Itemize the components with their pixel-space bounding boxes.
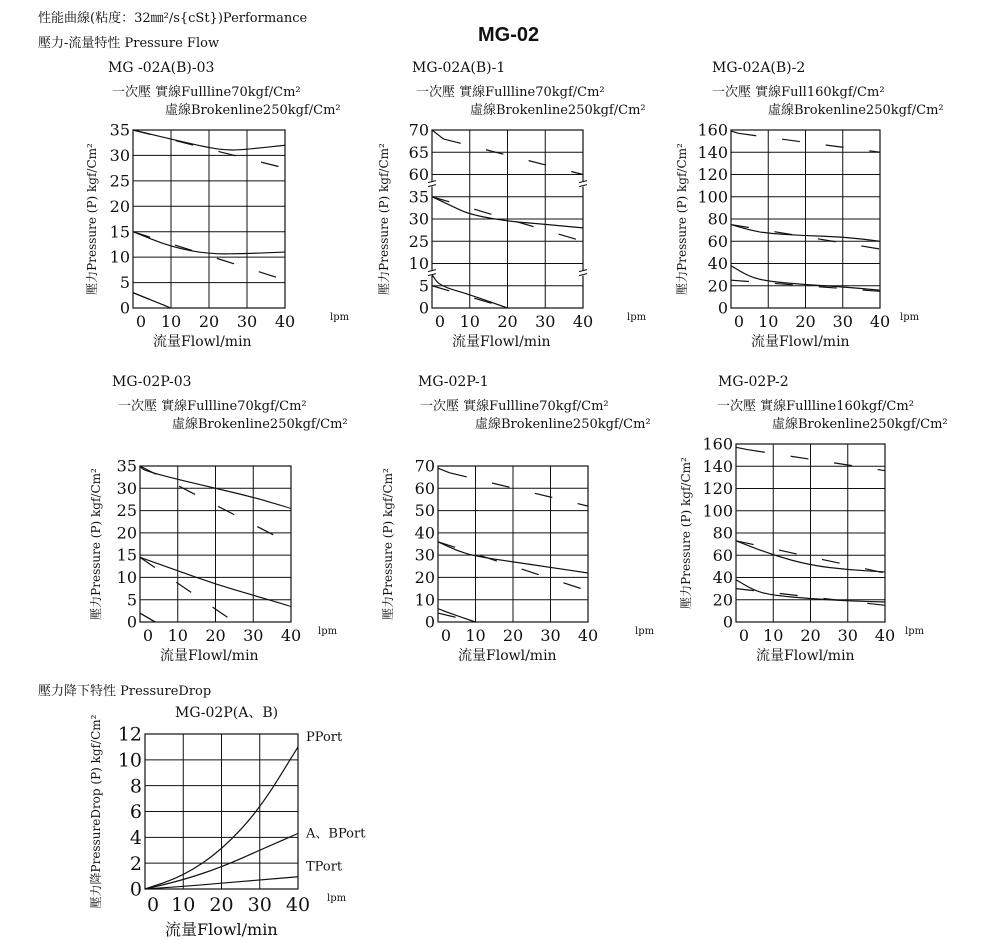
y-tick-label: 65 (408, 142, 429, 162)
x-tick-label: 10 (167, 626, 188, 645)
y-tick-label: 60 (712, 545, 733, 565)
x-axis-label: 流量Flowl/min (452, 334, 551, 350)
x-tick-label: 40 (577, 626, 599, 645)
legend-line-1: 一次壓 實線Fullline160kgf/Cm² (717, 399, 914, 414)
x-tick-label: 10 (758, 312, 779, 331)
y-tick-label: 30 (116, 478, 137, 498)
x-tick-label: 30 (540, 626, 561, 645)
y-tick-label: 40 (707, 254, 728, 274)
series-broken-line (140, 613, 155, 622)
y-axis-label: 壓力Pressure (P) kgf/Cm² (377, 143, 391, 295)
series-full-line (438, 609, 476, 622)
y-tick-label: 140 (697, 142, 728, 162)
chart-title: MG-02P-2 (718, 374, 789, 390)
y-tick-label: 35 (109, 120, 130, 140)
chart-title: MG-02A(B)-2 (712, 60, 806, 76)
y-tick-label: 8 (129, 775, 142, 798)
y-tick-label: 0 (418, 298, 429, 318)
y-tick-label: 20 (109, 196, 130, 216)
grid (731, 130, 880, 308)
section-title-pressure-drop: 壓力降下特性 PressureDrop (38, 684, 212, 699)
chart-c4 (88, 374, 348, 664)
y-tick-label: 100 (697, 187, 728, 207)
x-axis-label: 流量Flowl/min (160, 648, 259, 664)
chart-c5 (380, 374, 655, 664)
x-tick-label: 20 (198, 312, 220, 331)
unit-label: lpm (627, 312, 647, 323)
y-tick-label: 80 (712, 523, 733, 543)
header-viscosity-line: 性能曲線(粘度：32㎜²/s{cSt})Performance (38, 11, 308, 26)
y-tick-label: 30 (109, 146, 130, 166)
x-tick-label: 40 (572, 312, 594, 331)
y-tick-label: 40 (414, 523, 435, 543)
y-tick-label: 6 (129, 801, 142, 824)
x-tick-label: 0 (146, 894, 160, 916)
y-tick-label: 5 (126, 590, 137, 610)
y-tick-label: 0 (717, 298, 728, 318)
y-tick-label: 0 (119, 298, 130, 318)
grid (438, 466, 588, 622)
x-tick-label: 40 (285, 894, 311, 916)
x-tick-label: 40 (874, 626, 896, 645)
chart-c1 (84, 60, 350, 350)
y-tick-label: 35 (408, 187, 429, 207)
page-title: MG-02 (478, 24, 540, 46)
x-tick-label: 40 (274, 312, 296, 331)
y-tick-label: 70 (414, 456, 435, 476)
x-tick-label: 10 (465, 626, 486, 645)
y-tick-label: 120 (697, 165, 728, 185)
y-axis-label: 壓力Pressure (P) kgf/Cm² (679, 457, 693, 609)
x-tick-label: 30 (236, 312, 258, 331)
series-label: A、BPort (306, 826, 366, 842)
x-tick-label: 30 (247, 894, 272, 916)
y-tick-label: 10 (117, 749, 142, 772)
y-axis-label: 壓力降PressureDrop (P) kgf/Cm² (89, 714, 103, 909)
legend-line-1: 一次壓 實線Fullline70kgf/Cm² (112, 85, 301, 100)
chart-c2 (376, 60, 647, 350)
x-tick-label: 0 (733, 312, 745, 331)
legend-line-2: 虛線Brokenline250kgf/Cm² (165, 103, 341, 118)
y-tick-label: 20 (414, 568, 435, 588)
y-tick-label: 0 (126, 612, 137, 632)
x-tick-label: 40 (869, 312, 891, 331)
x-tick-label: 40 (280, 626, 302, 645)
x-axis-label: 流量Flowl/min (153, 334, 252, 350)
chart-title: MG-02P-1 (418, 374, 489, 390)
x-tick-label: 0 (440, 626, 452, 645)
chart-title: MG-02P-03 (112, 374, 192, 390)
legend-line-2: 虛線Brokenline250kgf/Cm² (172, 417, 348, 432)
series-broken-line (443, 139, 583, 175)
y-tick-label: 25 (116, 501, 137, 521)
x-tick-label: 20 (502, 626, 524, 645)
y-tick-label: 20 (707, 276, 728, 296)
y-tick-label: 0 (424, 612, 435, 632)
y-tick-label: 160 (702, 434, 733, 454)
y-tick-label: 0 (722, 612, 733, 632)
y-tick-label: 30 (414, 545, 435, 565)
y-axis-label: 壓力Pressure (P) kgf/Cm² (381, 468, 395, 620)
y-tick-label: 120 (702, 479, 733, 499)
y-tick-label: 35 (116, 456, 137, 476)
x-tick-label: 30 (535, 312, 556, 331)
unit-label: lpm (318, 626, 338, 637)
y-tick-label: 20 (116, 523, 137, 543)
y-tick-label: 140 (702, 456, 733, 476)
y-axis-label: 壓力Pressure (P) kgf/Cm² (89, 468, 103, 620)
x-tick-label: 20 (209, 894, 234, 916)
y-tick-label: 2 (129, 852, 142, 875)
chart-c7 (88, 705, 366, 939)
series-broken-line (738, 133, 880, 152)
y-tick-label: 60 (707, 231, 728, 251)
y-tick-label: 50 (414, 501, 435, 521)
x-tick-label: 0 (738, 626, 750, 645)
x-axis-label: 流量Flowl/min (165, 920, 278, 939)
legend-line-2: 虛線Brokenline250kgf/Cm² (475, 417, 651, 432)
series-broken-line (449, 473, 588, 506)
x-tick-label: 20 (205, 626, 226, 645)
grid (140, 466, 291, 622)
legend-line-1: 一次壓 實線Fullline70kgf/Cm² (420, 399, 609, 414)
unit-label: lpm (900, 312, 920, 323)
series-label: TPort (306, 859, 343, 875)
section-title-pressure-flow: 壓力-流量特性 Pressure Flow (38, 36, 220, 51)
y-tick-label: 30 (408, 209, 429, 229)
x-tick-label: 20 (795, 312, 816, 331)
y-tick-label: 60 (414, 478, 435, 498)
y-tick-label: 15 (109, 222, 130, 242)
x-tick-label: 10 (160, 312, 182, 331)
x-tick-label: 10 (459, 312, 480, 331)
unit-label: lpm (330, 312, 350, 323)
x-tick-label: 20 (800, 626, 821, 645)
y-tick-label: 20 (712, 590, 733, 610)
unit-label: lpm (905, 626, 925, 637)
y-tick-label: 15 (116, 545, 137, 565)
grid (736, 444, 885, 622)
y-tick-label: 70 (408, 120, 429, 140)
chart-c3 (674, 60, 944, 350)
legend-line-2: 虛線Brokenline250kgf/Cm² (772, 417, 948, 432)
x-tick-label: 10 (171, 894, 196, 916)
series-broken-line (747, 450, 885, 471)
x-tick-label: 30 (837, 626, 858, 645)
legend-line-1: 一次壓 實線Fullline70kgf/Cm² (416, 85, 605, 100)
legend-line-2: 虛線Brokenline250kgf/Cm² (768, 103, 944, 118)
y-axis-label: 壓力Pressure (P) kgf/Cm² (675, 143, 689, 295)
x-axis-label: 流量Flowl/min (756, 648, 855, 664)
grid (145, 734, 298, 889)
y-tick-label: 25 (109, 171, 130, 191)
y-tick-label: 40 (712, 568, 733, 588)
y-tick-label: 10 (109, 247, 130, 267)
grid (432, 130, 583, 308)
y-tick-label: 10 (414, 590, 435, 610)
legend-line-1: 一次壓 實線Fullline70kgf/Cm² (118, 399, 307, 414)
y-tick-label: 80 (707, 209, 728, 229)
x-tick-label: 0 (434, 312, 446, 331)
y-tick-label: 5 (119, 273, 130, 293)
x-axis-label: 流量Flowl/min (458, 648, 557, 664)
unit-label: lpm (635, 626, 655, 637)
y-tick-label: 100 (702, 501, 733, 521)
legend-line-1: 一次壓 實線Full160kgf/Cm² (712, 85, 885, 100)
x-tick-label: 30 (243, 626, 264, 645)
series-label: PPort (306, 729, 343, 745)
x-tick-label: 0 (135, 312, 147, 331)
y-tick-label: 10 (116, 568, 137, 588)
unit-label: lpm (327, 893, 347, 904)
y-tick-label: 160 (697, 120, 728, 140)
chart-title: MG -02A(B)-03 (108, 60, 215, 76)
chart-c6 (678, 374, 948, 664)
y-tick-label: 60 (408, 165, 429, 185)
x-tick-label: 30 (832, 312, 853, 331)
y-axis-label: 壓力Pressure (P) kgf/Cm² (85, 143, 99, 295)
series-full-line (438, 468, 449, 472)
x-axis-label: 流量Flowl/min (751, 334, 850, 350)
grid (133, 130, 285, 308)
y-tick-label: 12 (117, 723, 142, 746)
chart-title: MG-02A(B)-1 (412, 60, 506, 76)
series-full-line (731, 131, 738, 133)
x-tick-label: 10 (763, 626, 784, 645)
chart-title: MG-02P(A、B) (175, 705, 279, 721)
x-tick-label: 20 (497, 312, 518, 331)
y-tick-label: 0 (129, 878, 142, 901)
series-full-line (432, 130, 443, 139)
y-tick-label: 25 (408, 231, 429, 251)
y-tick-label: 10 (408, 254, 429, 274)
series-broken-line (140, 557, 234, 622)
y-tick-label: 5 (418, 276, 429, 296)
x-tick-label: 0 (142, 626, 154, 645)
legend-line-2: 虛線Brokenline250kgf/Cm² (470, 103, 646, 118)
y-tick-label: 4 (129, 826, 142, 849)
series-full-line (736, 447, 747, 449)
